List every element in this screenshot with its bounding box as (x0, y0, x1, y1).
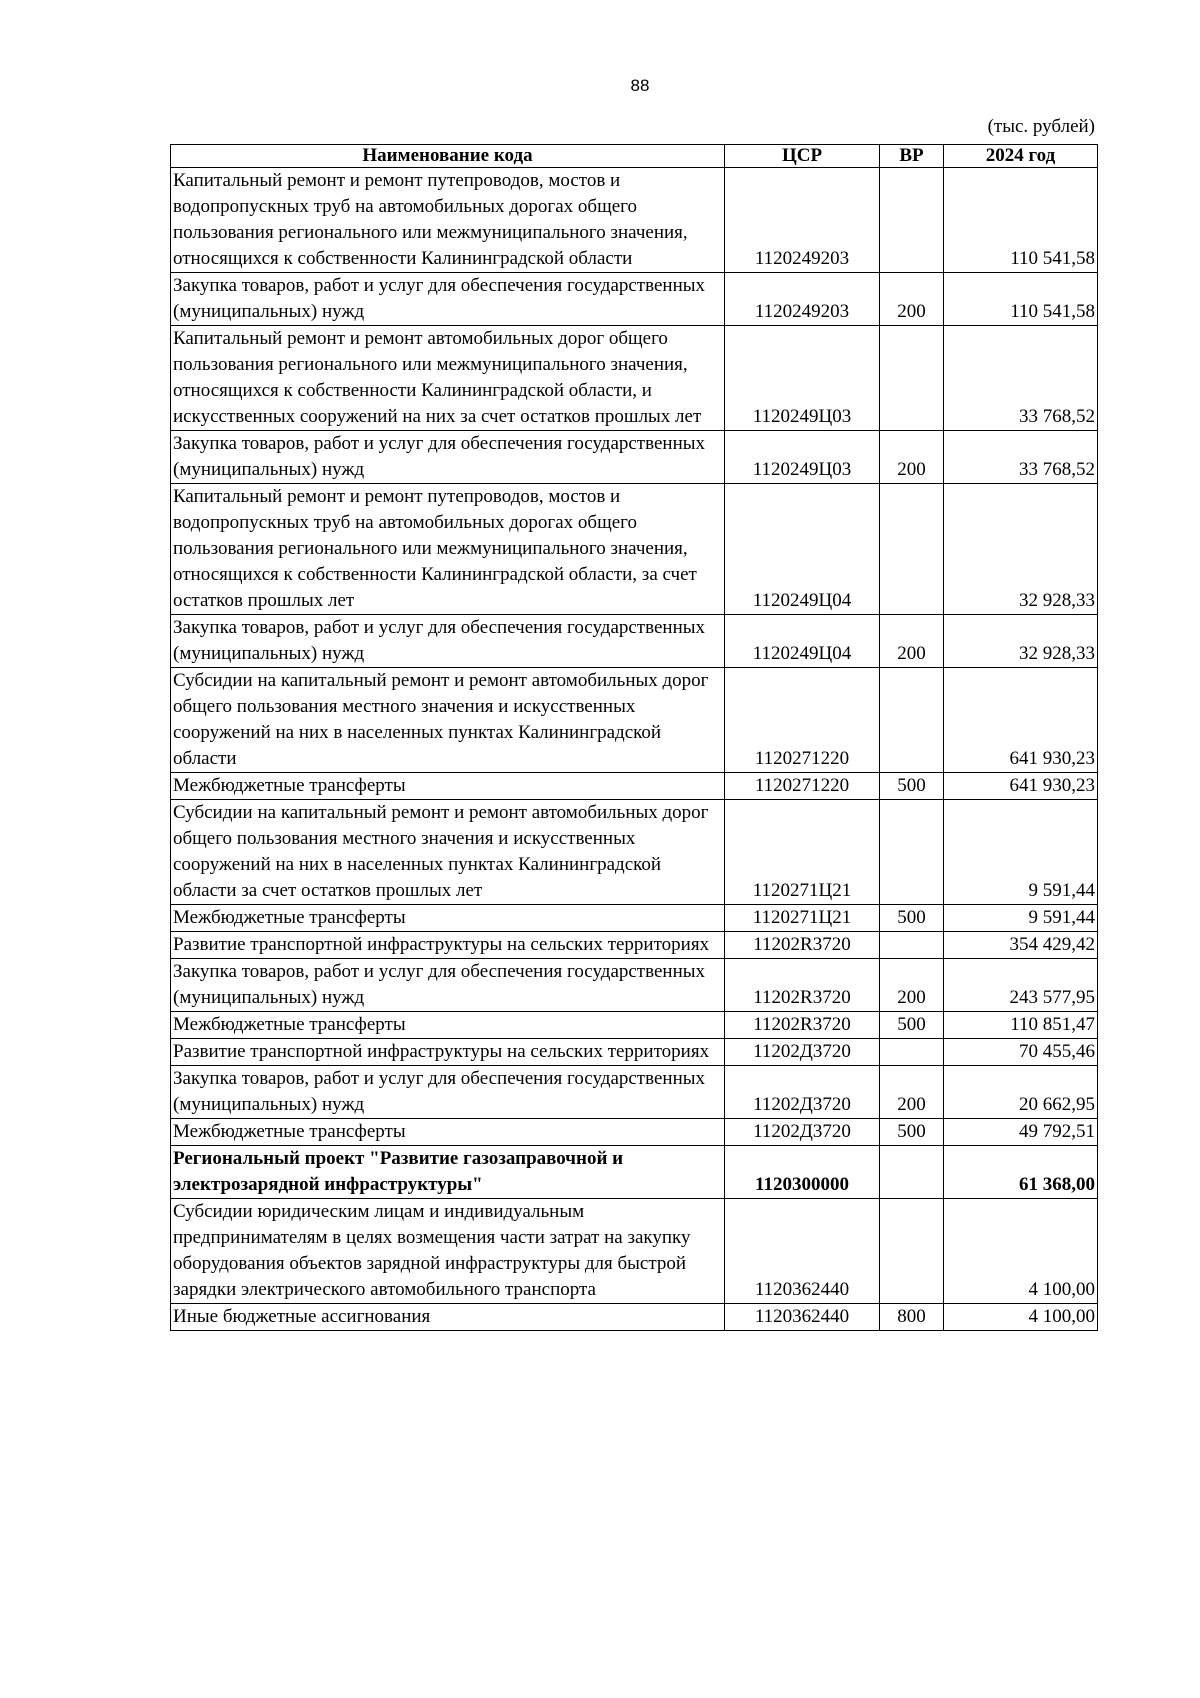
table-row (171, 1146, 1098, 1199)
row-name-cell: Капитальный ремонт и ремонт путепроводов, мостов и водопропускных труб на автомобильных дорогах общего пользования регионального или межмуниципального значения, относящихся к собственности Калининградской области (171, 168, 725, 273)
row-vr-cell (880, 326, 944, 431)
row-csr-cell: 11202Д3720 (725, 1119, 880, 1146)
row-vr-cell: 200 (880, 273, 944, 326)
table-row (171, 1039, 1098, 1066)
row-vr-cell (880, 484, 944, 615)
row-vr-cell: 200 (880, 431, 944, 484)
row-name-cell: Развитие транспортной инфраструктуры на сельских территориях (171, 1039, 725, 1066)
row-vr-cell: 500 (880, 773, 944, 800)
row-csr-cell: 1120249Ц04 (725, 615, 880, 668)
row-amount-cell: 243 577,95 (944, 959, 1098, 1012)
table-row (171, 484, 1098, 615)
row-vr-cell (880, 932, 944, 959)
row-amount-cell: 70 455,46 (944, 1039, 1098, 1066)
row-amount-cell: 110 851,47 (944, 1012, 1098, 1039)
table-row (171, 168, 1098, 273)
row-csr-cell: 1120249203 (725, 273, 880, 326)
table-row (171, 800, 1098, 905)
row-name-cell: Закупка товаров, работ и услуг для обеспечения государственных (муниципальных) нужд (171, 615, 725, 668)
table-body (171, 168, 1098, 1331)
row-amount-cell: 9 591,44 (944, 905, 1098, 932)
row-vr-cell (880, 168, 944, 273)
table-row (171, 773, 1098, 800)
table-row (171, 1066, 1098, 1119)
row-csr-cell: 1120271220 (725, 668, 880, 773)
row-name-cell: Субсидии на капитальный ремонт и ремонт автомобильных дорог общего пользования местного значения и искусственных сооружений на них в населенных пунктах Калининградской области (171, 668, 725, 773)
table-row (171, 431, 1098, 484)
row-csr-cell: 11202R3720 (725, 932, 880, 959)
row-csr-cell: 1120249Ц03 (725, 431, 880, 484)
row-amount-cell: 641 930,23 (944, 668, 1098, 773)
row-name-cell: Региональный проект "Развитие газозаправочной и электрозарядной инфраструктуры" (171, 1146, 725, 1199)
row-csr-cell: 1120249Ц04 (725, 484, 880, 615)
row-vr-cell (880, 1199, 944, 1304)
row-vr-cell: 200 (880, 959, 944, 1012)
row-csr-cell: 11202Д3720 (725, 1039, 880, 1066)
row-name-cell: Развитие транспортной инфраструктуры на сельских территориях (171, 932, 725, 959)
row-vr-cell: 500 (880, 905, 944, 932)
table-row (171, 668, 1098, 773)
row-vr-cell (880, 1039, 944, 1066)
row-amount-cell: 61 368,00 (944, 1146, 1098, 1199)
row-name-cell: Межбюджетные трансферты (171, 1012, 725, 1039)
row-name-cell: Межбюджетные трансферты (171, 1119, 725, 1146)
row-csr-cell: 11202Д3720 (725, 1066, 880, 1119)
row-csr-cell: 11202R3720 (725, 1012, 880, 1039)
table-row (171, 615, 1098, 668)
header-csr: ЦСР (725, 145, 880, 168)
row-csr-cell: 11202R3720 (725, 959, 880, 1012)
row-vr-cell: 500 (880, 1119, 944, 1146)
budget-table (170, 144, 1098, 1331)
row-name-cell: Закупка товаров, работ и услуг для обеспечения государственных (муниципальных) нужд (171, 959, 725, 1012)
row-vr-cell (880, 668, 944, 773)
row-amount-cell: 32 928,33 (944, 484, 1098, 615)
row-amount-cell: 110 541,58 (944, 168, 1098, 273)
header-amount: 2024 год (944, 145, 1098, 168)
table-row (171, 932, 1098, 959)
table-row (171, 905, 1098, 932)
row-vr-cell (880, 800, 944, 905)
row-amount-cell: 32 928,33 (944, 615, 1098, 668)
row-vr-cell: 800 (880, 1304, 944, 1331)
row-amount-cell: 49 792,51 (944, 1119, 1098, 1146)
page-number: 88 (630, 76, 650, 95)
table-row (171, 1304, 1098, 1331)
units-label: (тыс. рублей) (987, 116, 1095, 137)
row-amount-cell: 4 100,00 (944, 1199, 1098, 1304)
row-name-cell: Межбюджетные трансферты (171, 773, 725, 800)
row-name-cell: Субсидии юридическим лицам и индивидуальным предпринимателям в целях возмещения части затрат на закупку оборудования объектов зарядной инфраструктуры для быстрой зарядки электрического автомобильного транспорта (171, 1199, 725, 1304)
table-row (171, 1199, 1098, 1304)
row-name-cell: Капитальный ремонт и ремонт автомобильных дорог общего пользования регионального или межмуниципального значения, относящихся к собственности Калининградской области, и искусственных сооружений на них за счет остатков прошлых лет (171, 326, 725, 431)
row-amount-cell: 33 768,52 (944, 326, 1098, 431)
row-vr-cell: 200 (880, 615, 944, 668)
row-amount-cell: 641 930,23 (944, 773, 1098, 800)
table-row (171, 326, 1098, 431)
table-header-row (171, 145, 1098, 168)
row-csr-cell: 1120271220 (725, 773, 880, 800)
row-amount-cell: 110 541,58 (944, 273, 1098, 326)
header-vr: ВР (880, 145, 944, 168)
table-row (171, 273, 1098, 326)
row-csr-cell: 1120271Ц21 (725, 905, 880, 932)
row-amount-cell: 33 768,52 (944, 431, 1098, 484)
row-name-cell: Субсидии на капитальный ремонт и ремонт автомобильных дорог общего пользования местного значения и искусственных сооружений на них в населенных пунктах Калининградской области за счет остатков прошлых лет (171, 800, 725, 905)
row-name-cell: Межбюджетные трансферты (171, 905, 725, 932)
row-csr-cell: 1120271Ц21 (725, 800, 880, 905)
row-vr-cell (880, 1146, 944, 1199)
row-vr-cell: 500 (880, 1012, 944, 1039)
row-amount-cell: 354 429,42 (944, 932, 1098, 959)
table-row (171, 1012, 1098, 1039)
row-csr-cell: 1120300000 (725, 1146, 880, 1199)
row-name-cell: Закупка товаров, работ и услуг для обеспечения государственных (муниципальных) нужд (171, 1066, 725, 1119)
table-row (171, 1119, 1098, 1146)
row-csr-cell: 1120362440 (725, 1199, 880, 1304)
row-name-cell: Закупка товаров, работ и услуг для обеспечения государственных (муниципальных) нужд (171, 273, 725, 326)
row-csr-cell: 1120249203 (725, 168, 880, 273)
row-csr-cell: 1120249Ц03 (725, 326, 880, 431)
row-amount-cell: 9 591,44 (944, 800, 1098, 905)
row-csr-cell: 1120362440 (725, 1304, 880, 1331)
row-name-cell: Закупка товаров, работ и услуг для обеспечения государственных (муниципальных) нужд (171, 431, 725, 484)
row-amount-cell: 20 662,95 (944, 1066, 1098, 1119)
row-vr-cell: 200 (880, 1066, 944, 1119)
header-name: Наименование кода (171, 145, 725, 168)
row-name-cell: Капитальный ремонт и ремонт путепроводов, мостов и водопропускных труб на автомобильных дорогах общего пользования регионального или межмуниципального значения, относящихся к собственности Калининградской области, за счет остатков прошлых лет (171, 484, 725, 615)
row-amount-cell: 4 100,00 (944, 1304, 1098, 1331)
row-name-cell: Иные бюджетные ассигнования (171, 1304, 725, 1331)
table-row (171, 959, 1098, 1012)
